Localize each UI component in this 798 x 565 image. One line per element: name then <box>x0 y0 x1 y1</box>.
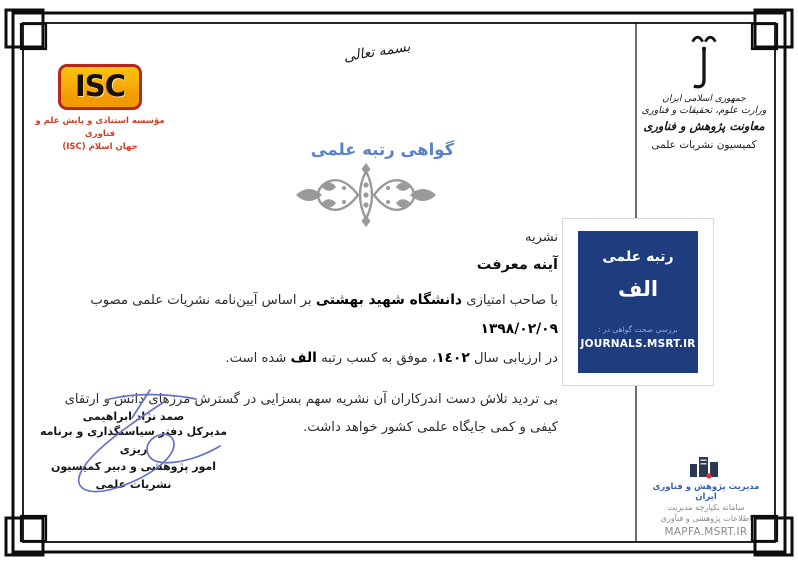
ministry-line-ministry: وزارت علوم، تحقیقات و فناوری <box>641 105 767 117</box>
ministry-line-deputy: معاونت پژوهش و فناوری <box>643 119 765 134</box>
isc-logo-icon: ISC <box>58 64 142 110</box>
isc-caption-line2: جهان اسلام (ISC) <box>62 142 138 153</box>
signatory-role-line1: مدیرکل دفتر سیاستگذاری و برنامه ریزی <box>39 425 228 456</box>
body-text-segment: با صاحب امتیازی <box>462 293 558 308</box>
body-paragraph1-line2 <box>40 344 558 373</box>
mapfa-subtitle-line2: اطلاعات پژوهشی و فنآوری <box>660 514 752 524</box>
body-text-segment: در ارزیابی سال <box>469 351 558 366</box>
isc-caption-line1: مؤسسه استنادی و پایش علم و فناوری <box>35 116 165 140</box>
bismillah-calligraphy: بسمه تعالی <box>342 38 412 66</box>
signatory-name: صمد نژاد ابراهیمی <box>82 410 185 423</box>
approval-date: ١٣٩٨/٠٢/٠٩ <box>480 321 558 337</box>
body-paragraph2-line1: بی تردید تلاش دست اندرکاران آن نشریه سهم بسزایی در گسترش مرزهای دانش و ارتقای <box>64 392 558 407</box>
certificate-title: گواهی رتبه علمی <box>310 140 455 159</box>
mapfa-block <box>642 452 770 538</box>
body-paragraph1-line1 <box>40 286 558 344</box>
rank-verify-label: بررسی صحت گواهی در : <box>598 325 678 334</box>
body-text-segment: بر اساس آیین‌نامه نشریات علمی مصوب <box>90 293 316 308</box>
signatory-role-line2: امور پژوهشی و دبیر کمیسیون <box>50 460 217 474</box>
mapfa-url: MAPFA.MSRT.IR <box>664 526 748 539</box>
body-text-segment: ، موفق به کسب رتبه <box>316 351 437 366</box>
journal-label: نشریه <box>525 230 558 245</box>
signatory-role-line3: نشریات علمی <box>95 477 172 491</box>
iran-emblem-icon <box>665 34 743 90</box>
rank-label: رتبه علمی <box>602 249 674 265</box>
isc-logo-block <box>34 64 166 155</box>
arabesque-ornament <box>292 163 440 227</box>
ministry-block <box>640 34 768 151</box>
body-paragraph2-line2: کیفی و کمی جایگاه علمی کشور خواهد داشت. <box>303 420 558 435</box>
evaluation-year: ١٤٠٢ <box>436 350 470 366</box>
ministry-line-republic: جمهوری اسلامی ایران <box>662 94 746 104</box>
rank-box <box>578 231 698 373</box>
journal-name: آینه معرفت <box>476 257 558 273</box>
rank-value: الف <box>617 277 659 301</box>
rank-box-wrapper <box>562 218 714 386</box>
mapfa-logo-icon <box>686 452 726 480</box>
signature-block <box>26 402 241 493</box>
ministry-line-commission: کمیسیون نشریات علمی <box>651 139 757 152</box>
mapfa-subtitle-line1: سامانه یکپارچه مدیریت <box>667 503 745 512</box>
rank-inline-value: الف <box>290 350 317 366</box>
university-name: دانشگاه شهید بهشتی <box>315 292 463 308</box>
mapfa-title: مدیریت پژوهش و فناوری ایران <box>652 482 760 502</box>
body-text-segment: شده است. <box>225 351 291 366</box>
rank-verify-url: JOURNALS.MSRT.IR <box>580 338 696 350</box>
